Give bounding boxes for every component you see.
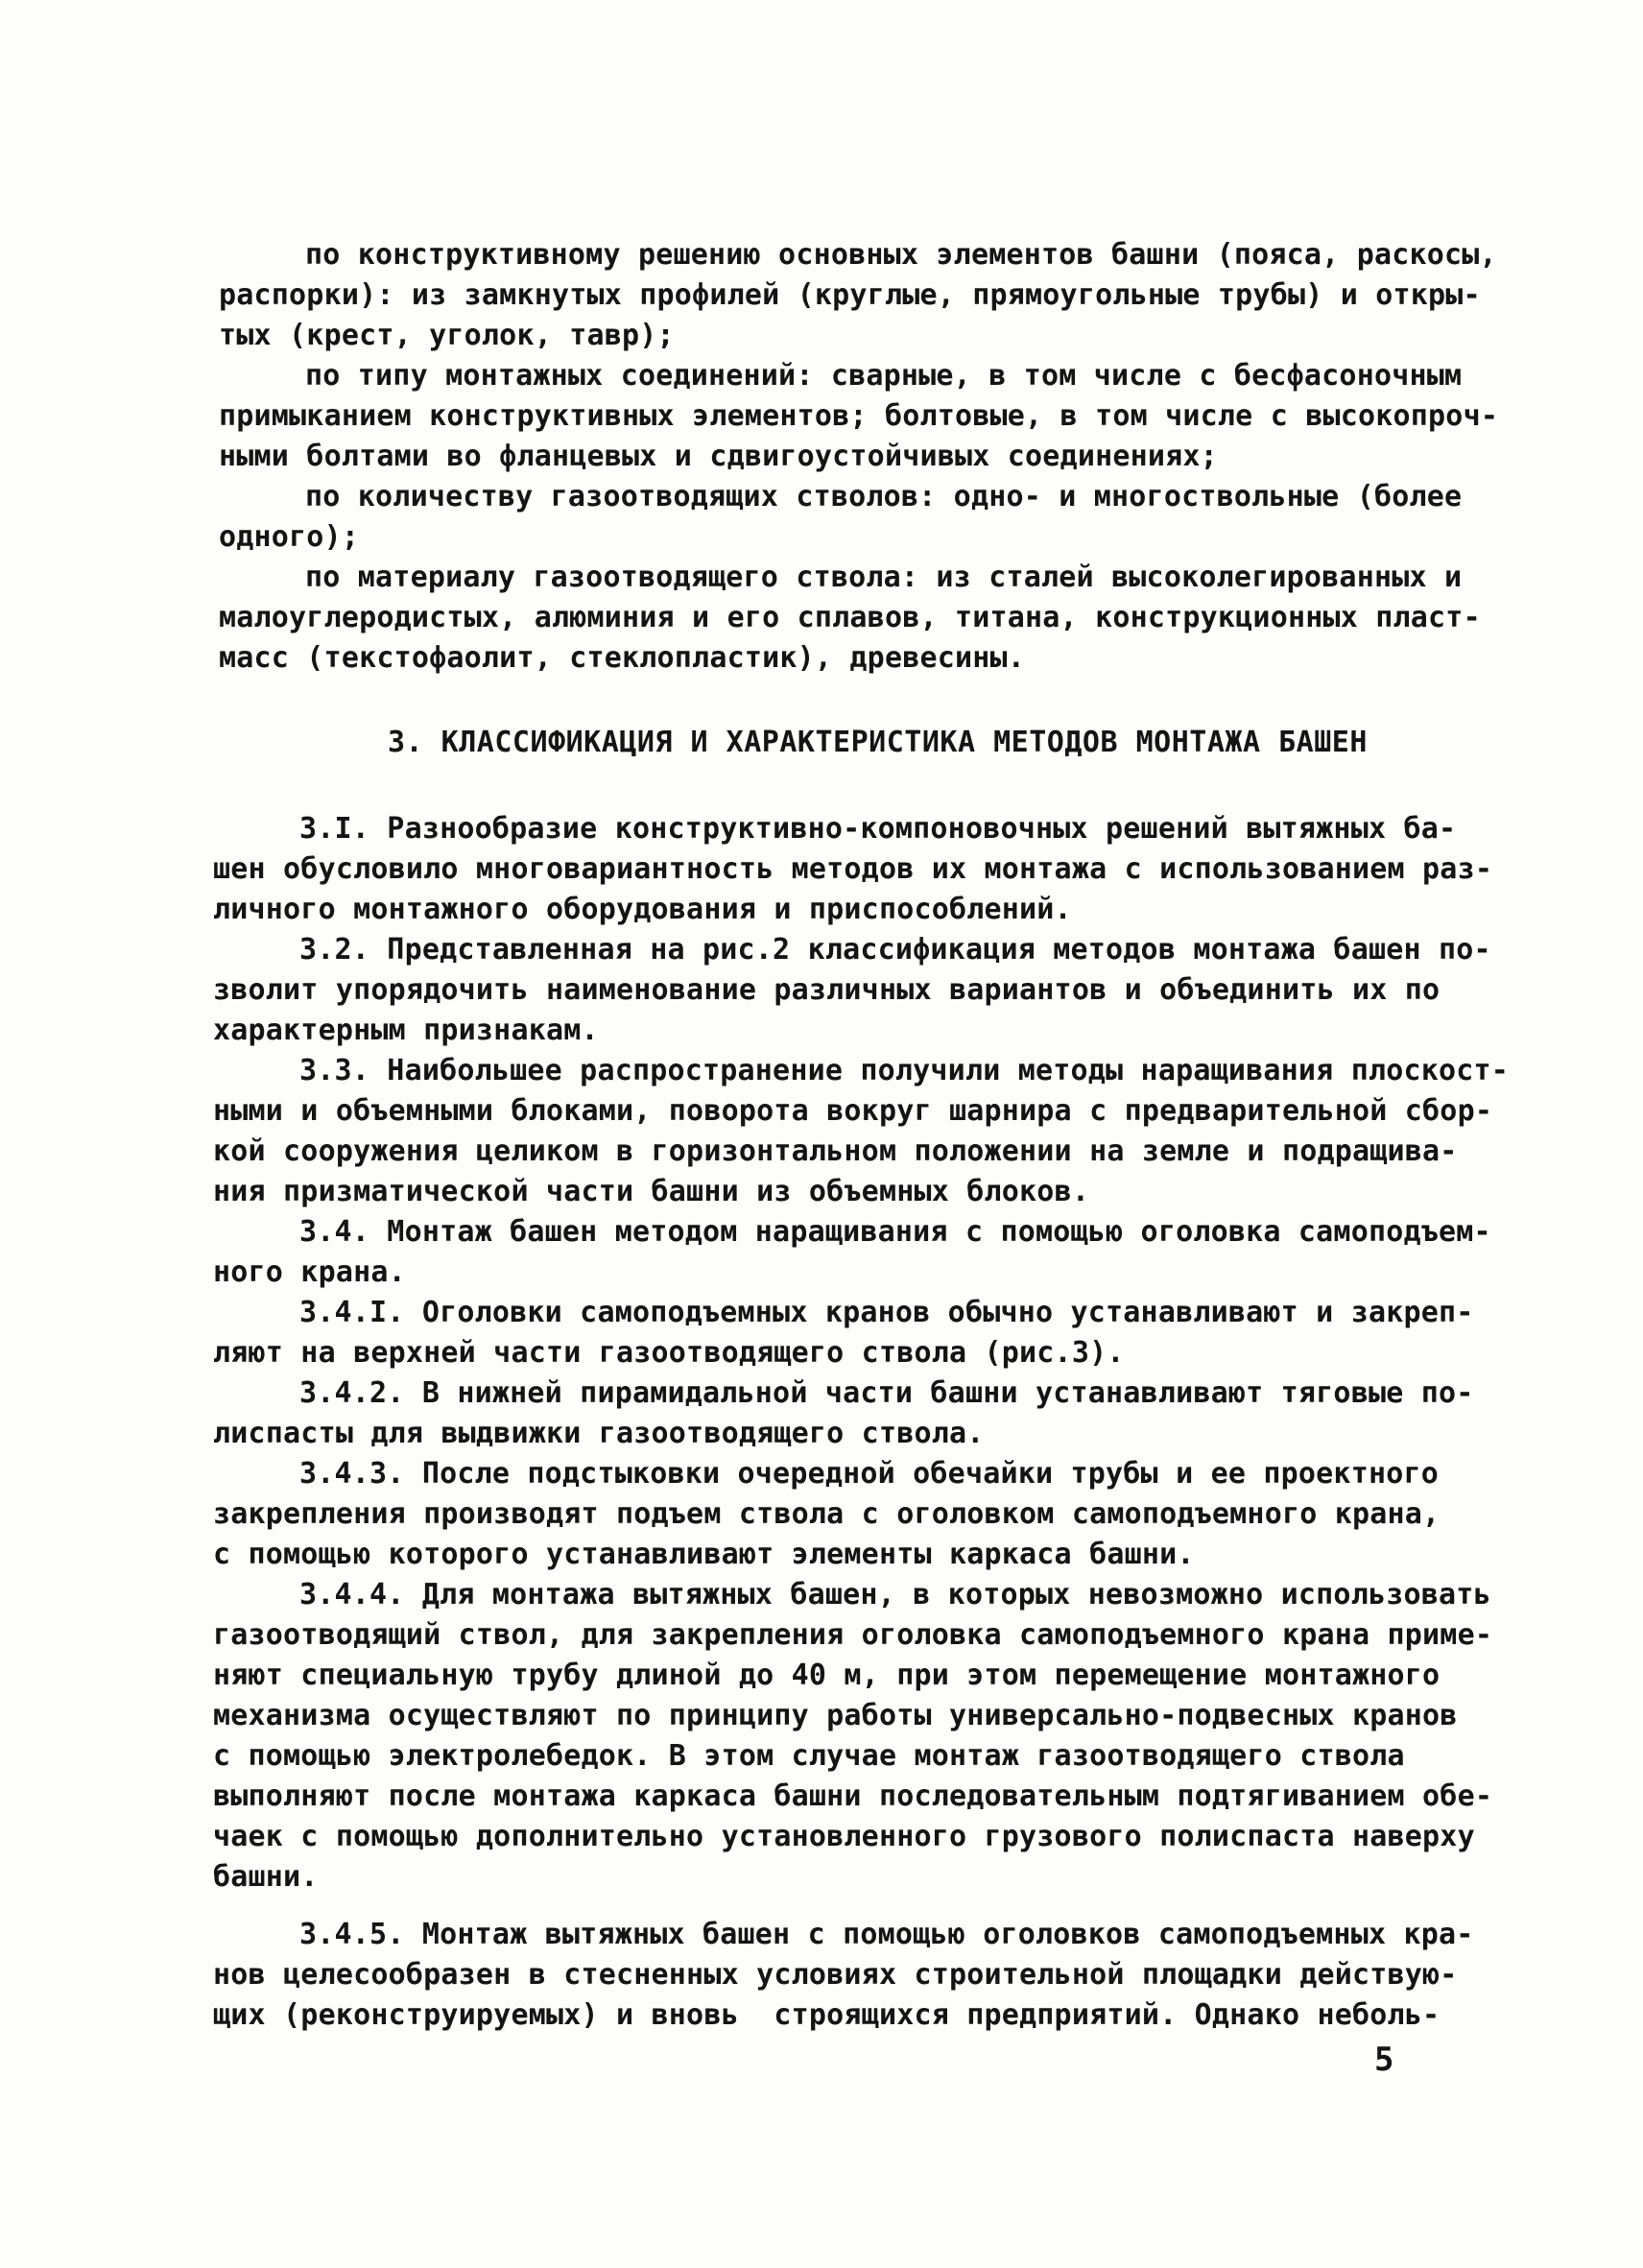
text-line: башни. bbox=[213, 1860, 319, 1894]
text-line: няют специальную трубу длиной до 40 м, при этом перемещение монтажного bbox=[213, 1659, 1441, 1692]
text-line: газоотводящий ствол, для закрепления оголовка самоподъемного крана приме- bbox=[213, 1618, 1493, 1652]
text-line: 3.4.I. Оголовки самоподъемных кранов обычно устанавливают и закреп- bbox=[299, 1296, 1474, 1329]
text-line: 3.I. Разнообразие конструктивно-компоновочных решений вытяжных ба- bbox=[299, 812, 1457, 846]
text-line: механизма осуществляют по принципу работы универсально-подвесных кранов bbox=[213, 1699, 1458, 1732]
section-heading: 3. КЛАССИФИКАЦИЯ И ХАРАКТЕРИСТИКА МЕТОДОВ МОНТАЖА БАШЕН bbox=[388, 726, 1368, 759]
text-line: 3.2. Представленная на рис.2 классификация методов монтажа башен по- bbox=[299, 933, 1491, 967]
text-line: 3.3. Наибольшее распространение получили методы наращивания плоскост- bbox=[299, 1054, 1510, 1087]
text-line: ного крана. bbox=[213, 1255, 406, 1289]
text-line: 3.4.2. В нижней пирамидальной части башни устанавливают тяговые по- bbox=[299, 1376, 1474, 1410]
text-line: шен обусловило многовариантность методов их монтажа с использованием раз- bbox=[213, 852, 1493, 886]
text-line: щих (реконструируемых) и вновь строящихся предприятий. Однако неболь- bbox=[213, 1998, 1441, 2032]
text-line: ляют на верхней части газоотводящего ствола (рис.3). bbox=[213, 1336, 1125, 1370]
text-line: 3.4. Монтаж башен методом наращивания с помощью оголовка самоподъем- bbox=[299, 1215, 1491, 1249]
text-line: одного); bbox=[219, 520, 360, 554]
text-line: лиспасты для выдвижки газоотводящего ствола. bbox=[213, 1417, 985, 1450]
text-line: ния призматической части башни из объемных блоков. bbox=[213, 1175, 1090, 1208]
text-line: по конструктивному решению основных элементов башни (пояса, раскосы, bbox=[305, 238, 1497, 272]
text-line: 3.4.5. Монтаж вытяжных башен с помощью оголовков самоподъемных кра- bbox=[299, 1918, 1474, 1951]
text-line: нов целесообразен в стесненных условиях строительной площадки действую- bbox=[213, 1958, 1458, 1992]
text-line: распорки): из замкнутых профилей (круглые, прямоугольные трубы) и откры- bbox=[219, 278, 1481, 312]
page-number: 5 bbox=[1374, 2041, 1394, 2079]
text-line: тых (крест, уголок, тавр); bbox=[219, 319, 675, 352]
text-line: закрепления производят подъем ствола с оголовком самоподъемного крана, bbox=[213, 1497, 1441, 1531]
text-line: 3.4.3. После подстыковки очередной обечайки трубы и ее проектного bbox=[299, 1457, 1439, 1491]
text-line: ными и объемными блоками, поворота вокруг шарнира с предварительной сбор- bbox=[213, 1094, 1493, 1128]
text-line: по материалу газоотводящего ствола: из сталей высоколегированных и bbox=[305, 561, 1463, 594]
text-line: малоуглеродистых, алюминия и его сплавов, титана, конструкционных пласт- bbox=[219, 601, 1481, 634]
text-line: ными болтами во фланцевых и сдвигоустойчивых соединениях; bbox=[219, 440, 1218, 473]
text-line: кой сооружения целиком в горизонтальном положении на земле и подращива- bbox=[213, 1134, 1458, 1168]
text-line: характерным признакам. bbox=[213, 1014, 599, 1047]
text-line: зволит упорядочить наименование различных вариантов и объединить их по bbox=[213, 973, 1441, 1007]
text-line: чаек с помощью дополнительно установленного грузового полиспаста наверху bbox=[213, 1820, 1475, 1853]
text-line: 3.4.4. Для монтажа вытяжных башен, в которых невозможно использовать bbox=[299, 1578, 1491, 1611]
text-line: выполняют после монтажа каркаса башни последовательным подтягиванием обе- bbox=[213, 1779, 1493, 1813]
text-line: личного монтажного оборудования и приспособлений. bbox=[213, 893, 1072, 926]
text-line: с помощью электролебедок. В этом случае монтаж газоотводящего ствола bbox=[213, 1739, 1405, 1773]
text-line: масс (текстофаолит, стеклопластик), древесины. bbox=[219, 641, 1026, 675]
text-line: примыканием конструктивных элементов; болтовые, в том числе с высокопроч- bbox=[219, 399, 1499, 433]
text-line: по типу монтажных соединений: сварные, в том числе с бесфасоночным bbox=[305, 359, 1463, 393]
text-line: по количеству газоотводящих стволов: одно- и многоствольные (более bbox=[305, 480, 1463, 513]
text-line: с помощью которого устанавливают элементы каркаса башни. bbox=[213, 1538, 1195, 1571]
